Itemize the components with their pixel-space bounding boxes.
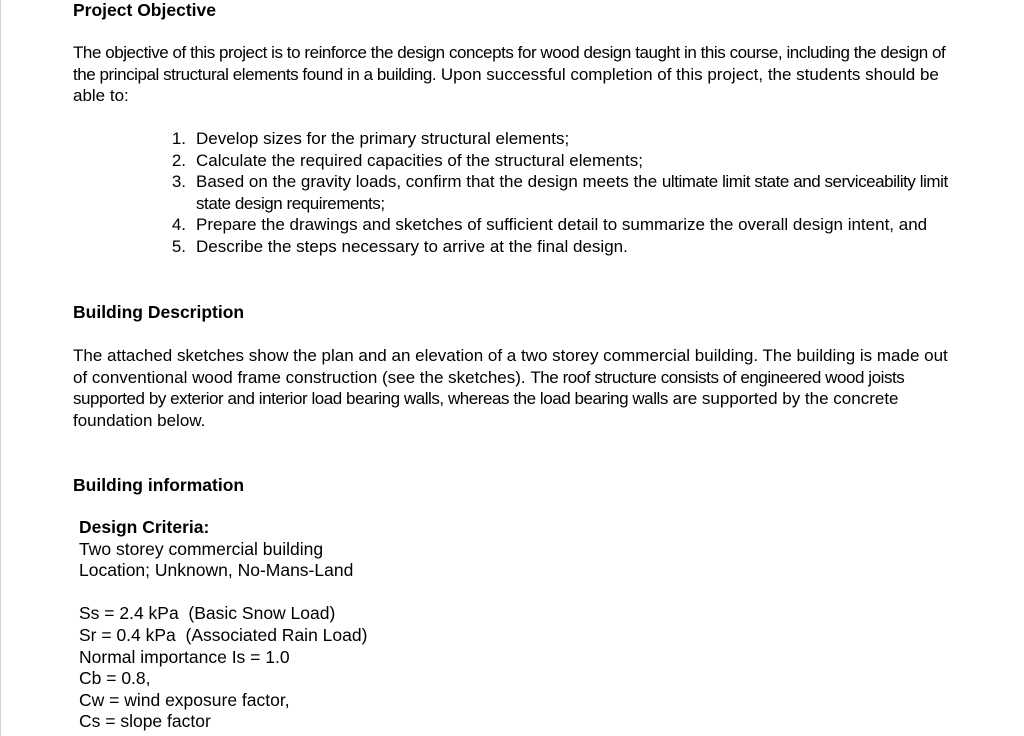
objective-list <box>164 128 964 258</box>
design-criteria-block <box>79 517 679 733</box>
list-item-number: 2. <box>171 150 186 170</box>
list-item-text: Calculate the required capacities of the structural elements; <box>196 150 643 170</box>
list-item-text-part1: Based on the gravity loads, confirm that the design meets the <box>196 172 662 192</box>
heading-building-information: Building information <box>73 475 245 495</box>
list-item-number: 3. <box>171 172 186 192</box>
description-paragraph-part3: are supported by the concrete foundation below. <box>73 389 899 430</box>
list-item-text-part2: ultimate limit state and serviceability limit state design requirements; <box>196 172 948 213</box>
criteria-line: Normal importance Is = 1.0 <box>79 646 290 667</box>
objective-paragraph-part2: Upon successful completion of this project, the students should be able to: <box>73 64 939 106</box>
list-item-text: Prepare the drawings and sketches of sufficient detail to summarize the overall design intent, and <box>196 215 928 235</box>
criteria-line: Sr = 0.4 kPa (Associated Rain Load) <box>79 624 368 645</box>
objective-paragraph <box>73 42 963 107</box>
criteria-line: Two storey commercial building <box>79 538 324 559</box>
list-item <box>164 214 964 236</box>
description-paragraph <box>73 345 963 431</box>
objective-paragraph-part1: The objective of this project is to reinforce the design concepts for wood design taught in this course, including the design of the principal structural elements found in a building. <box>73 43 946 84</box>
list-item-number: 5. <box>171 236 186 256</box>
heading-project-objective: Project Objective <box>73 0 216 20</box>
list-item <box>164 150 964 172</box>
list-item-text: Develop sizes for the primary structural elements; <box>196 129 570 148</box>
criteria-line: Location; Unknown, No-Mans-Land <box>79 560 354 581</box>
list-item <box>164 236 964 258</box>
design-criteria-label: Design Criteria: <box>79 517 210 537</box>
criteria-line: Cw = wind exposure factor, <box>79 689 290 710</box>
list-item <box>164 128 964 150</box>
spacer <box>79 582 679 604</box>
criteria-line: Ss = 2.4 kPa (Basic Snow Load) <box>79 603 336 624</box>
heading-building-description: Building Description <box>73 302 245 322</box>
criteria-line: Cs = slope factor <box>79 711 211 732</box>
description-paragraph-part2: The roof structure consists of engineered wood joists supported by exterior and interior load bearing walls, whereas the load bearing walls <box>73 367 905 409</box>
list-item-number: 1. <box>171 129 186 148</box>
list-item-text: Describe the steps necessary to arrive at the final design. <box>196 236 628 256</box>
list-item-number: 4. <box>171 215 186 235</box>
description-paragraph-part1: The attached sketches show the plan and an elevation of a two storey commercial building. The building is made out of conventional wood frame construction (see the sketches). <box>73 346 948 387</box>
list-item <box>164 171 964 214</box>
criteria-line: Cb = 0.8, <box>79 668 151 689</box>
